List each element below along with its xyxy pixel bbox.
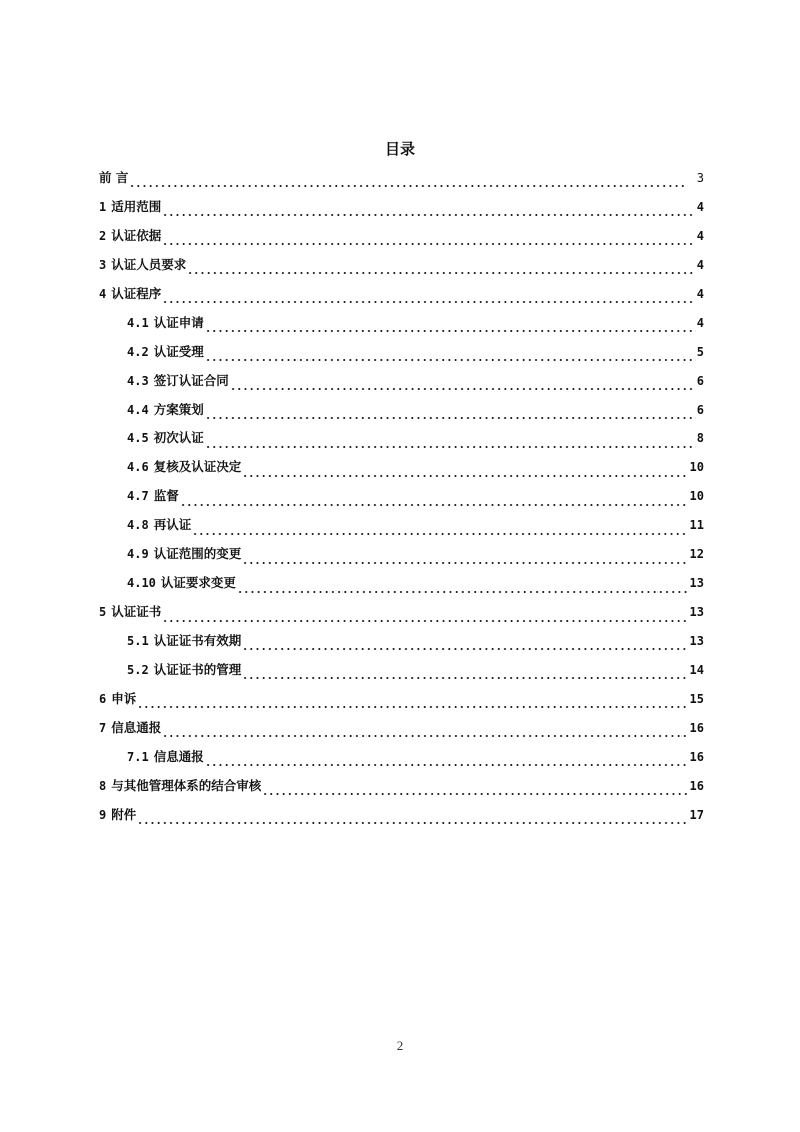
- dot-leader: [137, 815, 688, 825]
- dot-leader: [180, 497, 689, 507]
- toc-entry-7-1[interactable]: [99, 745, 704, 774]
- toc-entry-page: 11: [689, 518, 704, 533]
- dot-leader: [262, 786, 688, 796]
- toc-entry-5[interactable]: [99, 600, 704, 629]
- toc-entry-label: 2 认证依据: [99, 227, 162, 243]
- dot-leader: [205, 439, 696, 449]
- table-of-contents: [99, 166, 704, 832]
- toc-entry-page: 14: [689, 662, 704, 677]
- toc-entry-4-7[interactable]: [99, 484, 704, 513]
- toc-entry-7[interactable]: [99, 716, 704, 745]
- toc-entry-5-2[interactable]: [99, 658, 704, 687]
- toc-entry-page: 4: [696, 257, 704, 272]
- toc-entry-4-8[interactable]: [99, 513, 704, 542]
- dot-leader: [205, 323, 696, 333]
- toc-entry-page: 6: [696, 402, 704, 417]
- toc-entry-6[interactable]: [99, 687, 704, 716]
- dot-leader: [205, 352, 696, 362]
- toc-entry-page: 5: [696, 344, 704, 359]
- toc-entry-4-2[interactable]: [99, 340, 704, 369]
- toc-entry-label: 4.1 认证申请: [127, 314, 204, 330]
- page-number: 2: [396, 1038, 404, 1053]
- toc-entry-page: 10: [689, 489, 704, 504]
- toc-entry-label: 5.2 认证证书的管理: [127, 661, 242, 677]
- toc-entry-label: 4.8 再认证: [127, 517, 192, 533]
- toc-entry-label: 6 申诉: [99, 690, 137, 706]
- toc-entry-page: 4: [696, 286, 704, 301]
- toc-entry-4-3[interactable]: [99, 369, 704, 398]
- dot-leader: [192, 526, 688, 536]
- toc-entry-label: 4.6 复核及认证决定: [127, 459, 242, 475]
- toc-entry-4-4[interactable]: [99, 398, 704, 427]
- toc-entry-label: 7.1 信息通报: [127, 748, 204, 764]
- toc-entry-4-10[interactable]: [99, 571, 704, 600]
- toc-entry-page: 12: [689, 547, 704, 562]
- toc-entry-2[interactable]: [99, 224, 704, 253]
- toc-entry-page: 15: [689, 691, 704, 706]
- toc-title: 目录: [384, 140, 415, 158]
- dot-leader: [205, 757, 689, 767]
- toc-entry-page: 13: [689, 605, 704, 620]
- toc-entry-3[interactable]: [99, 253, 704, 282]
- toc-entry-page: 3: [696, 171, 704, 185]
- toc-entry-preface[interactable]: [99, 166, 704, 195]
- toc-entry-8[interactable]: [99, 774, 704, 803]
- toc-entry-label: 4.4 方案策划: [127, 401, 204, 417]
- toc-entry-label: 前 言: [99, 170, 129, 185]
- toc-entry-page: 17: [689, 807, 704, 822]
- toc-entry-label: 1 适用范围: [99, 198, 162, 214]
- toc-entry-label: 5.1 认证证书有效期: [127, 633, 242, 648]
- dot-leader: [162, 728, 688, 738]
- dot-leader: [137, 699, 688, 709]
- toc-entry-4-1[interactable]: [99, 311, 704, 340]
- toc-entry-label: 9 附件: [99, 806, 137, 822]
- toc-entry-page: 13: [689, 634, 704, 648]
- toc-entry-label: 4.5 初次认证: [127, 430, 204, 446]
- toc-entry-4[interactable]: [99, 282, 704, 311]
- toc-entry-9[interactable]: [99, 803, 704, 832]
- toc-entry-label: 4.9 认证范围的变更: [127, 546, 242, 562]
- toc-entry-page: 16: [689, 749, 704, 764]
- toc-entry-page: 13: [689, 576, 704, 591]
- toc-entry-4-9[interactable]: [99, 542, 704, 571]
- toc-entry-label: 8 与其他管理体系的结合审核: [99, 777, 262, 793]
- toc-entry-page: 8: [696, 431, 704, 446]
- toc-entry-label: 4.2 认证受理: [127, 343, 204, 359]
- toc-entry-page: 4: [696, 199, 704, 214]
- toc-entry-label: 5 认证证书: [99, 604, 162, 620]
- toc-entry-4-6[interactable]: [99, 455, 704, 484]
- dot-leader: [205, 410, 696, 420]
- dot-leader: [237, 584, 689, 594]
- dot-leader: [162, 294, 696, 304]
- dot-leader: [129, 178, 687, 188]
- toc-entry-1[interactable]: [99, 195, 704, 224]
- toc-entry-5-1[interactable]: [99, 629, 704, 658]
- dot-leader: [242, 641, 688, 651]
- dot-leader: [242, 468, 688, 478]
- dot-leader: [162, 207, 696, 217]
- toc-entry-page: 6: [696, 373, 704, 388]
- toc-entry-label: 7 信息通报: [99, 719, 162, 735]
- dot-leader: [230, 381, 696, 391]
- toc-entry-label: 4.10 认证要求变更: [127, 575, 236, 591]
- toc-entry-4-5[interactable]: [99, 426, 704, 455]
- toc-entry-page: 16: [689, 778, 704, 793]
- dot-leader: [162, 613, 688, 623]
- dot-leader: [242, 555, 688, 565]
- dot-leader: [187, 265, 696, 275]
- toc-entry-page: 4: [696, 228, 704, 243]
- toc-entry-page: 4: [696, 315, 704, 330]
- toc-entry-page: 10: [689, 460, 704, 475]
- toc-entry-label: 4.7 监督: [127, 488, 179, 504]
- toc-entry-label: 4 认证程序: [99, 285, 162, 301]
- toc-entry-label: 3 认证人员要求: [99, 256, 187, 272]
- toc-entry-page: 16: [689, 720, 704, 735]
- toc-entry-label: 4.3 签订认证合同: [127, 372, 229, 388]
- dot-leader: [162, 236, 696, 246]
- dot-leader: [242, 670, 688, 680]
